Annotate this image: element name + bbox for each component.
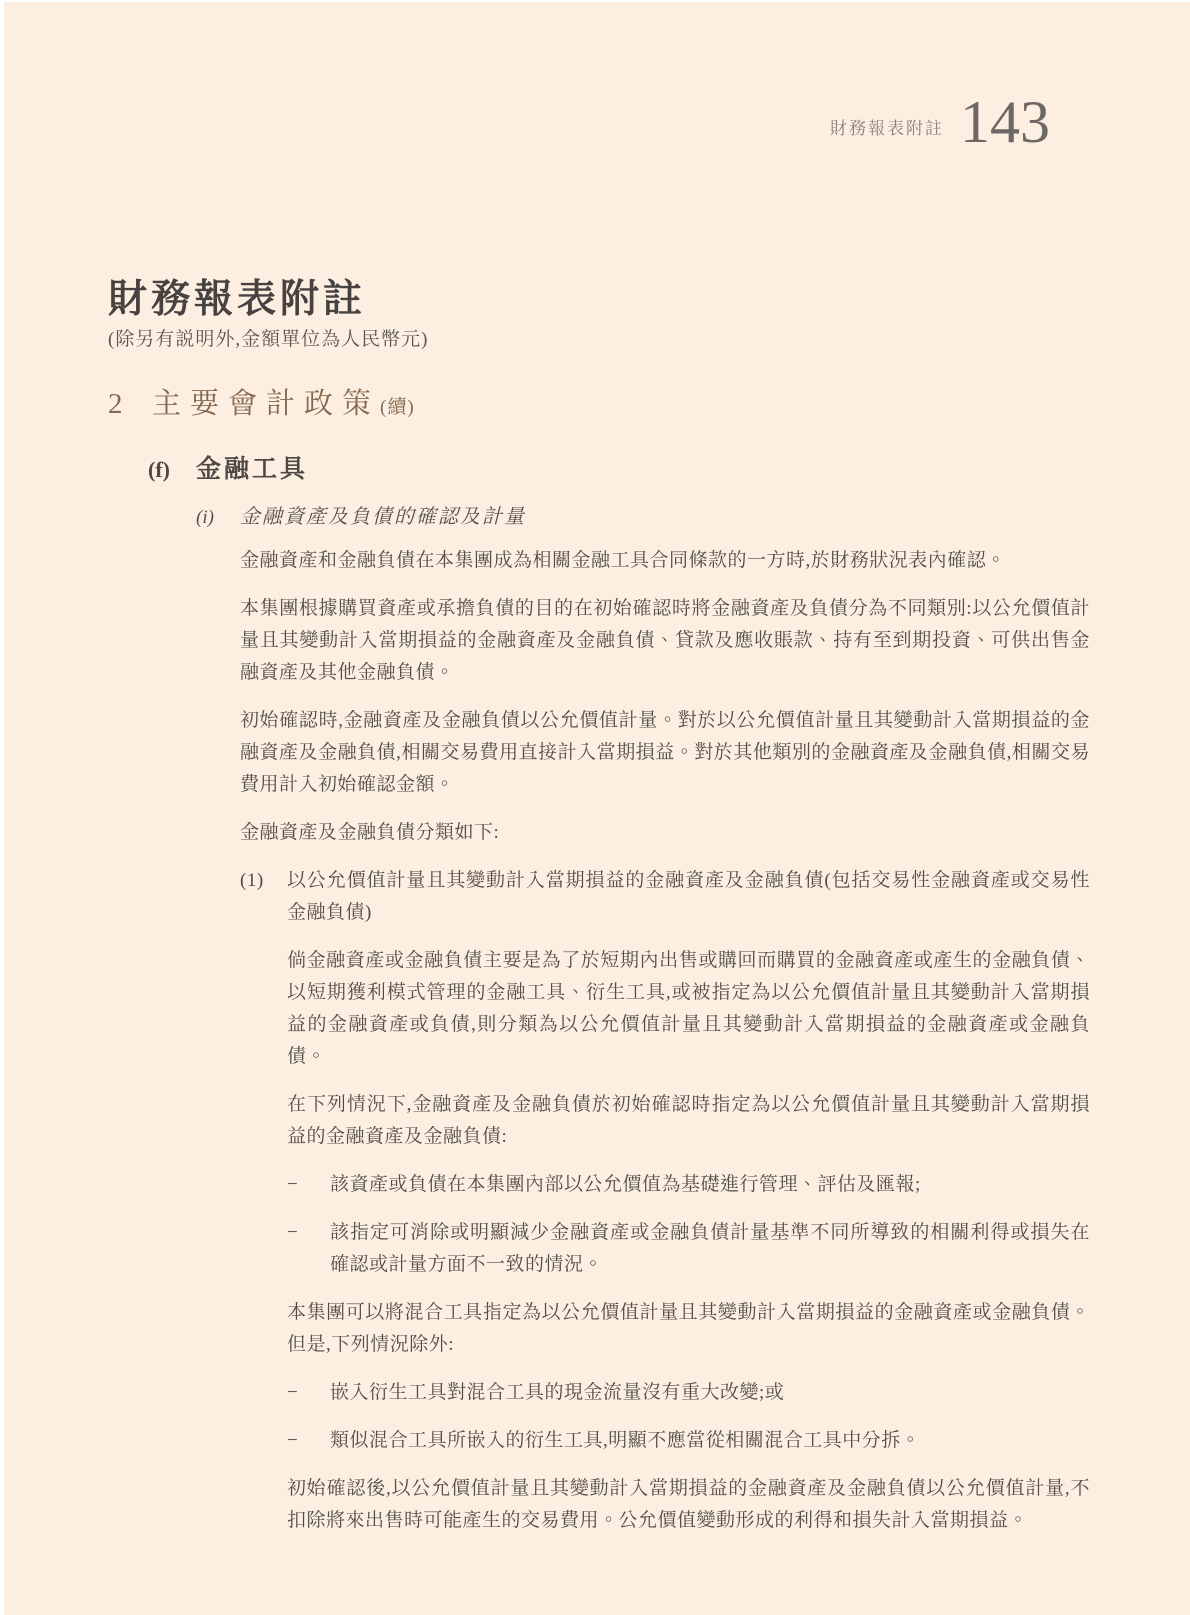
- document-subtitle: (除另有説明外,金額單位為人民幣元): [108, 329, 429, 350]
- list-item-1: [240, 865, 1090, 1537]
- subsection-i-heading: 金融資產及負債的確認及計量: [240, 506, 526, 528]
- paragraph-initial-measurement: 初始確認時,金融資產及金融負債以公允價值計量。對於以公允價值計量且其變動計入當期損益的金融資產及金融負債,相關交易費用直接計入當期損益。對於其他類別的金融資產及金融負債,相關交易費用計入初始確認金額。: [240, 710, 1090, 795]
- item1-paragraph-designation-intro: 在下列情況下,金融資產及金融負債於初始確認時指定為以公允價值計量且其變動計入當期損益的金融資產及金融負債:: [287, 1094, 1090, 1147]
- running-header-label: 財務報表附註: [830, 119, 944, 138]
- hybrid-bullet-2-text: 類似混合工具所嵌入的衍生工具,明顯不應當從相關混合工具中分拆。: [330, 1430, 921, 1451]
- designation-bullet-2: [287, 1217, 1090, 1281]
- document-title: 財務報表附註: [108, 278, 367, 321]
- subsection-f-row: [148, 449, 1090, 485]
- paragraph-recognition: 金融資產和金融負債在本集團成為相關金融工具合同條款的一方時,於財務狀況表內確認。: [240, 550, 1006, 571]
- item1-heading: 以公允價值計量且其變動計入當期損益的金融資產及金融負債(包括交易性金融資產或交易性金融負債): [287, 870, 1090, 923]
- item1-paragraph-hybrid-intro: 本集團可以將混合工具指定為以公允價值計量且其變動計入當期損益的金融資產或金融負債。但是,下列情況除外:: [287, 1302, 1090, 1355]
- section-number: 2: [108, 388, 123, 420]
- section-heading-row: [108, 381, 1090, 422]
- body-text-column: [240, 545, 1090, 1537]
- dash-icon: −: [287, 1430, 299, 1451]
- subsection-f-marker: (f): [148, 457, 170, 482]
- subsection-i-row: [196, 500, 1090, 529]
- designation-bullet-2-text: 該指定可消除或明顯減少金融資產或金融負債計量基準不同所導致的相關利得或損失在確認或計量方面不一致的情況。: [330, 1222, 1090, 1275]
- designation-bullet-1: [287, 1169, 1090, 1201]
- section-continued-suffix: (續): [380, 397, 415, 418]
- item1-paragraph-subsequent: 初始確認後,以公允價值計量且其變動計入當期損益的金融資產及金融負債以公允價值計量,不扣除將來出售時可能產生的交易費用。公允價值變動形成的利得和損失計入當期損益。: [287, 1478, 1090, 1531]
- designation-bullet-1-text: 該資產或負債在本集團內部以公允價值為基礎進行管理、評估及匯報;: [330, 1174, 921, 1195]
- dash-icon: −: [287, 1382, 299, 1403]
- page-number: 143: [960, 89, 1050, 155]
- dash-icon: −: [287, 1222, 299, 1243]
- dash-icon: −: [287, 1174, 299, 1195]
- list-item-1-body: [287, 865, 1090, 1537]
- list-item-1-marker: (1): [240, 870, 264, 891]
- subsection-i-marker: (i): [196, 507, 214, 528]
- hybrid-bullet-1: [287, 1377, 1090, 1409]
- section-heading: 主要會計政策: [152, 388, 381, 420]
- item1-paragraph-trading: 倘金融資產或金融負債主要是為了於短期內出售或購回而購買的金融資產或產生的金融負債、以短期獲利模式管理的金融工具、衍生工具,或被指定為以公允價值計量且其變動計入當期損益的金融資產或負債,則分類為以公允價值計量且其變動計入當期損益的金融資產或金融負債。: [287, 950, 1090, 1067]
- paragraph-classified-as-follows: 金融資產及金融負債分類如下:: [240, 822, 500, 843]
- paragraph-classification: 本集團根據購買資產或承擔負債的目的在初始確認時將金融資產及負債分為不同類別:以公允價值計量且其變動計入當期損益的金融資產及金融負債、貸款及應收賬款、持有至到期投資、可供出售金融資產及其他金融負債。: [240, 598, 1090, 683]
- hybrid-bullet-2: [287, 1425, 1090, 1457]
- hybrid-bullet-1-text: 嵌入衍生工具對混合工具的現金流量沒有重大改變;或: [330, 1382, 785, 1403]
- subsection-f-heading: 金融工具: [196, 456, 309, 483]
